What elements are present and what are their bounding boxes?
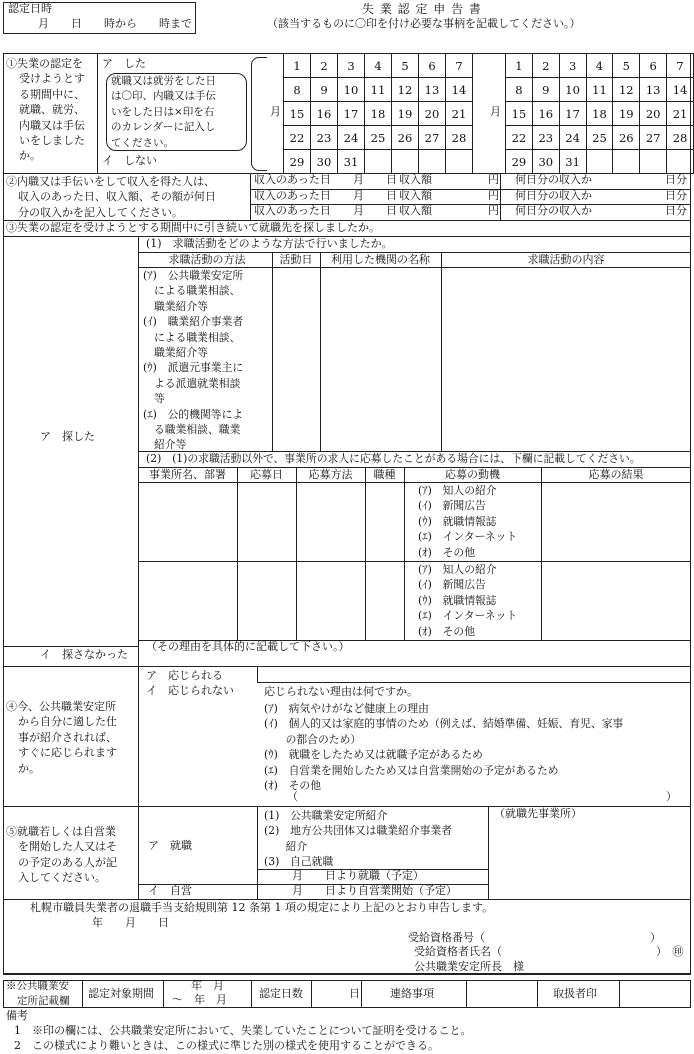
calendar-2-day-cell[interactable]	[586, 150, 613, 174]
q5-self-start: 月 日より自営業開始（予定）	[292, 884, 457, 897]
q5-question: ⑤就職若しくは自営業 を開始した人又はそ の予定のある人が記 入してください。	[6, 825, 117, 885]
calendar-2-day-cell[interactable]: 25	[586, 126, 613, 150]
calendar-1-day-cell[interactable]: 14	[446, 78, 473, 102]
calendar-1-day-cell[interactable]: 20	[419, 102, 446, 126]
calendar-1-day-cell[interactable]: 29	[284, 150, 311, 174]
calendar-1-day-cell[interactable]: 1	[284, 54, 311, 78]
calendar-1-day-cell[interactable]	[392, 150, 419, 174]
s2-header-method: 応募方法	[308, 468, 353, 481]
calendar-2-day-cell[interactable]: 30	[532, 150, 559, 174]
income-month-day: 月 日	[353, 204, 397, 217]
q5-job-start: 月 日より就職（予定）	[292, 869, 424, 882]
calendar-2-day-cell[interactable]: 28	[667, 126, 694, 150]
note-1: 1 ※印の欄には、公共職業安定所において、失業していたことについて証明を受けること。	[14, 1024, 472, 1037]
income-yen: 円	[488, 173, 499, 186]
calendar-1-day-cell[interactable]: 16	[311, 102, 338, 126]
calendar-1-day-cell[interactable]: 18	[365, 102, 392, 126]
calendar-1-day-cell[interactable]: 8	[284, 78, 311, 102]
days-unit: 日	[349, 987, 360, 1000]
calendar-1-day-cell[interactable]: 27	[419, 126, 446, 150]
q5-routes: (1) 公共職業安定所紹介 (2) 地方公共団体又は職業紹介事業者 紹介 (3) 自己就職	[264, 809, 453, 869]
calendar-1-day-cell[interactable]: 13	[419, 78, 446, 102]
calendar-1[interactable]	[283, 53, 473, 174]
s2-header-date: 応募日	[250, 468, 283, 481]
calendar-2-day-cell[interactable]	[640, 150, 667, 174]
calendar-1-day-cell[interactable]: 15	[284, 102, 311, 126]
q5-option-i[interactable]: イ 自営	[148, 884, 192, 897]
s1-methods: (ｱ) 公共職業安定所 による職業相談、 職業紹介等 (ｲ) 職業紹介事業者 による職業相談、 職業紹介等 (ｳ) 派遣元事業主に よる派遣就業相談 等 (ｴ) 公的機関等によ る職業相談、職業 紹介等	[143, 269, 244, 452]
calendar-2-day-cell[interactable]: 15	[506, 102, 533, 126]
calendar-1-day-cell[interactable]: 25	[365, 126, 392, 150]
income-day-label: 収入のあった日	[254, 204, 331, 217]
calendar-1-month: 月	[270, 105, 281, 118]
calendar-1-day-cell[interactable]: 11	[365, 78, 392, 102]
calendar-2-day-cell[interactable]: 4	[586, 54, 613, 78]
s2-header-company: 事業所名、部署	[149, 468, 226, 481]
income-amount-label: 収入額	[399, 173, 432, 186]
calendar-2-day-cell[interactable]: 19	[613, 102, 640, 126]
calendar-1-day-cell[interactable]: 10	[338, 78, 365, 102]
calendar-2[interactable]	[505, 53, 694, 174]
calendar-1-day-cell[interactable]: 9	[311, 78, 338, 102]
calendar-2-day-cell[interactable]: 7	[667, 54, 694, 78]
calendar-1-day-cell[interactable]: 24	[338, 126, 365, 150]
q1-question: ①失業の認定を 受けようとす る期間中に、 就職、就労、 内職又は手伝 いをしました か。	[6, 57, 85, 163]
q1-note: 就職又は就労をした日 は〇印、内職又は手伝 いをした日は×印を右 のカレンダーに記入し てください。	[111, 75, 216, 149]
s1-header-method: 求職活動の方法	[168, 253, 246, 266]
calendar-1-day-cell[interactable]: 19	[392, 102, 419, 126]
calendar-2-month: 月	[490, 105, 501, 118]
income-which-label: 何日分の収入か	[515, 173, 592, 186]
calendar-1-day-cell[interactable]: 6	[419, 54, 446, 78]
calendar-1-day-cell[interactable]: 31	[338, 150, 365, 174]
calendar-2-day-cell[interactable]: 29	[506, 150, 533, 174]
calendar-2-day-cell[interactable]: 2	[532, 54, 559, 78]
q1-option-i[interactable]: イ しない	[102, 154, 157, 167]
calendar-2-day-cell[interactable]: 26	[613, 126, 640, 150]
q1-calendar-bracket	[251, 57, 267, 171]
calendar-2-day-cell[interactable]: 1	[506, 54, 533, 78]
q3-option-a[interactable]: ア 探した	[40, 430, 95, 443]
calendar-1-day-cell[interactable]	[446, 150, 473, 174]
date-line: 月 日 時から 時まで	[38, 17, 192, 30]
calendar-2-day-cell[interactable]: 9	[532, 78, 559, 102]
calendar-1-day-cell[interactable]: 17	[338, 102, 365, 126]
calendar-2-day-cell[interactable]: 6	[640, 54, 667, 78]
notes-title: 備考	[6, 1009, 28, 1022]
q4-reason-question: 応じられない理由は何ですか。	[264, 685, 418, 698]
s1-header-agency: 利用した機関の名称	[331, 253, 430, 266]
income-which-label: 何日分の収入か	[515, 204, 592, 217]
calendar-2-day-cell[interactable]: 24	[559, 126, 586, 150]
handler-label: 取扱者印	[553, 987, 597, 1000]
calendar-2-day-cell[interactable]: 10	[559, 78, 586, 102]
income-amount-label: 収入額	[399, 189, 432, 202]
s2-motives-row2: (ｱ) 知人の紹介 (ｲ) 新聞広告 (ｳ) 就職情報誌 (ｴ) インターネット (ｵ) その他	[418, 563, 518, 638]
declaration-text: 札幌市職員失業者の退職手当支給規則第 12 条第 1 項の規定により上記のとおり申告します。	[30, 901, 494, 914]
s2-title: (2) (1)の求職活動以外で、事業所の求人に応募したことがある場合には、下欄に記載してください。	[146, 452, 641, 465]
form-title: 失 業 認 定 申 告 書	[362, 2, 482, 16]
income-yen: 円	[488, 204, 499, 217]
income-month-day: 月 日	[353, 189, 397, 202]
recipient-name[interactable]: 受給資格者氏名（ ） ㊞	[414, 945, 684, 958]
calendar-1-day-cell[interactable]	[365, 150, 392, 174]
period-label: 認定対象期間	[88, 987, 154, 1000]
calendar-2-day-cell[interactable]: 13	[640, 78, 667, 102]
date-label: 認定日時	[8, 2, 52, 15]
calendar-1-day-cell[interactable]: 5	[392, 54, 419, 78]
income-day-label: 収入のあった日	[254, 173, 331, 186]
calendar-2-day-cell[interactable]: 16	[532, 102, 559, 126]
q4-paren-close: ）	[666, 790, 677, 803]
calendar-2-day-cell[interactable]: 17	[559, 102, 586, 126]
calendar-2-day-cell[interactable]	[667, 150, 694, 174]
calendar-1-day-cell[interactable]	[419, 150, 446, 174]
calendar-2-day-cell[interactable]: 20	[640, 102, 667, 126]
calendar-2-day-cell[interactable]: 12	[613, 78, 640, 102]
form-subtitle: （該当するものに〇印を付け必要な事柄を記載してください。）	[267, 17, 581, 30]
s2-header-result: 応募の結果	[588, 468, 644, 481]
income-which-label: 何日分の収入か	[515, 189, 592, 202]
calendar-1-day-cell[interactable]: 23	[311, 126, 338, 150]
q4-option-a[interactable]: ア 応じられる	[146, 669, 223, 682]
calendar-2-day-cell[interactable]: 27	[640, 126, 667, 150]
q4-option-i[interactable]: イ 応じられない	[146, 684, 234, 697]
calendar-1-day-cell[interactable]: 22	[284, 126, 311, 150]
calendar-2-day-cell[interactable]: 3	[559, 54, 586, 78]
calendar-1-day-cell[interactable]: 4	[365, 54, 392, 78]
s2-motives-row1: (ｱ) 知人の紹介 (ｲ) 新聞広告 (ｳ) 就職情報誌 (ｴ) インターネット (ｵ) その他	[418, 484, 518, 559]
calendar-1-day-cell[interactable]: 30	[311, 150, 338, 174]
calendar-1-day-cell[interactable]: 7	[446, 54, 473, 78]
income-amount-label: 収入額	[399, 204, 432, 217]
calendar-2-day-cell[interactable]: 31	[559, 150, 586, 174]
recipient-number[interactable]: 受給資格番号（ ）	[408, 931, 661, 944]
q2-question: ②内職又は手伝いをして収入を得た人は、 収入のあった日、収入額、その額が何日 分の収入かを記入してください。	[6, 175, 216, 219]
income-days: 日分	[665, 204, 687, 217]
calendar-2-day-cell[interactable]: 11	[586, 78, 613, 102]
q3-option-i[interactable]: イ 探さなかった	[40, 648, 128, 661]
q5-employer: （就職先事業所）	[494, 807, 582, 820]
calendar-1-day-cell[interactable]: 3	[338, 54, 365, 78]
period-top[interactable]: 年 月	[191, 979, 224, 992]
q4-reasons: (ｱ) 病気やけがなど健康上の理由 (ｲ) 個人的又は家庭的事情のため（例えば、結婚準備、妊娠、育児、家事 の都合のため） (ｳ) 就職をしたため又は就職予定があるため (ｴ) 自営業を開始したため又は自営業開始の予定があるため (ｵ) その他	[264, 702, 624, 793]
q3-question: ③失業の認定を受けようとする期間中に引き続いて就職先を探しましたか。	[6, 221, 380, 234]
calendar-1-day-cell[interactable]: 26	[392, 126, 419, 150]
calendar-1-day-cell[interactable]: 12	[392, 78, 419, 102]
calendar-2-day-cell[interactable]: 14	[667, 78, 694, 102]
calendar-2-day-cell[interactable]: 18	[586, 102, 613, 126]
calendar-2-day-cell[interactable]: 8	[506, 78, 533, 102]
days-label: 認定日数	[259, 987, 303, 1000]
period-bottom[interactable]: ～ 年 月	[172, 993, 227, 1006]
calendar-1-day-cell[interactable]: 2	[311, 54, 338, 78]
q5-option-a[interactable]: ア 就職	[148, 839, 192, 852]
note-2: 2 この様式により難いときは、この様式に準じた別の様式を使用することができる。	[14, 1039, 439, 1052]
calendar-2-day-cell[interactable]: 21	[667, 102, 694, 126]
calendar-2-day-cell[interactable]: 23	[532, 126, 559, 150]
calendar-1-day-cell[interactable]: 21	[446, 102, 473, 126]
office-label: ※公共職業安 定所記載欄	[6, 980, 70, 1008]
declaration-date: 年 月 日	[92, 916, 169, 929]
income-days: 日分	[665, 189, 687, 202]
q4-question: ④今、公共職業安定所 から自分に適した仕 事が紹介されれば、 すぐに応じられます か。	[6, 700, 117, 775]
q4-paren-open: （	[287, 790, 298, 803]
office-addressee: 公共職業安定所長 様	[414, 960, 524, 973]
s1-header-date: 活動日	[279, 253, 313, 266]
calendar-1-day-cell[interactable]: 28	[446, 126, 473, 150]
contact-label: 連絡事項	[390, 987, 434, 1000]
income-day-label: 収入のあった日	[254, 189, 331, 202]
calendar-2-day-cell[interactable]: 22	[506, 126, 533, 150]
calendar-2-day-cell[interactable]	[613, 150, 640, 174]
s1-title: (1) 求職活動をどのような方法で行いましたか。	[146, 237, 393, 250]
income-month-day: 月 日	[353, 173, 397, 186]
income-days: 日分	[665, 173, 687, 186]
s2-header-motive: 応募の動機	[445, 468, 500, 481]
income-yen: 円	[488, 189, 499, 202]
s2-header-job: 職種	[373, 468, 396, 481]
q1-option-a[interactable]: ア した	[102, 57, 146, 70]
s1-header-content: 求職活動の内容	[527, 253, 605, 266]
calendar-2-day-cell[interactable]: 5	[613, 54, 640, 78]
q3-reason-note: （その理由を具体的に記載して下さい。）	[146, 640, 350, 653]
